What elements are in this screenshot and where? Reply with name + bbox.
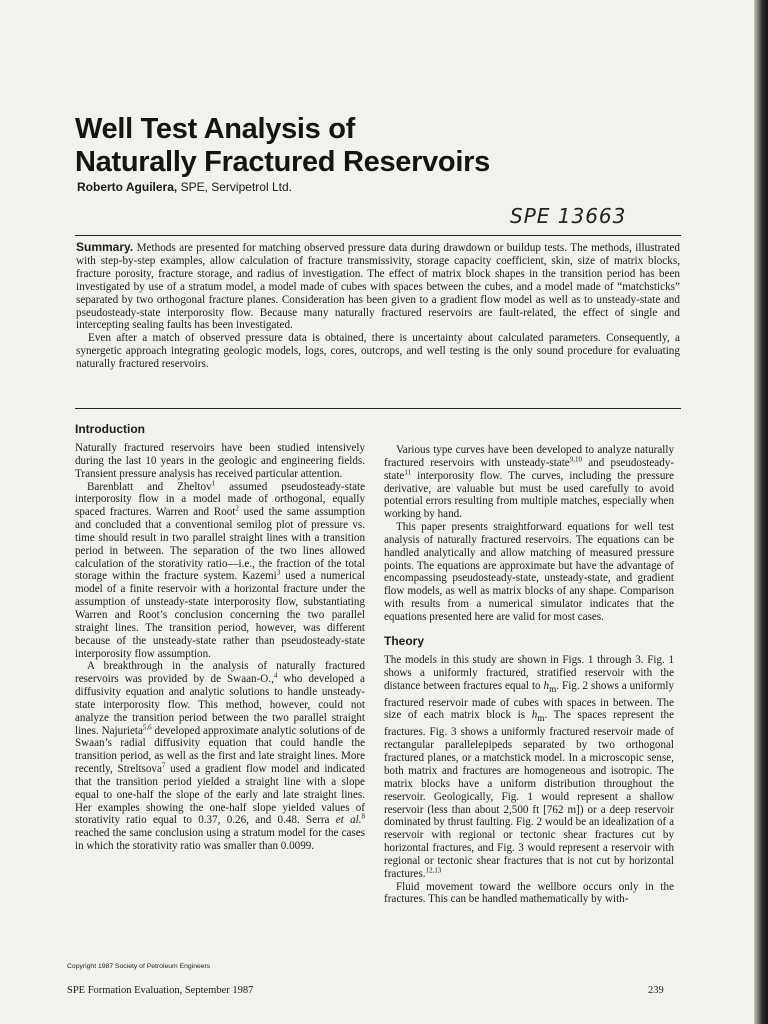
theory-heading: Theory — [384, 633, 425, 648]
summary-label: Summary. — [76, 240, 134, 254]
title-line-1: Well Test Analysis of — [75, 113, 356, 145]
summary-block — [76, 241, 680, 371]
journal-footer: SPE Formation Evaluation, September 1987 — [67, 985, 254, 996]
paper-title — [75, 113, 490, 179]
left-column — [75, 422, 365, 853]
summary-paragraph-2: Even after a match of observed pressure data is obtained, there is uncertainty about calculated parameters. Consequently, a synergetic approach integrating geologic models, logs, cores, outcrops, and well testing is the only sound procedure for evaluating naturally fractured reservoirs. — [76, 332, 680, 371]
top-rule — [75, 235, 681, 236]
theory-paragraph-2: Fluid movement toward the wellbore occurs only in the fractures. This can be handled mathematically by with- — [384, 880, 674, 906]
introduction-heading: Introduction — [75, 422, 145, 436]
summary-paragraph-1 — [76, 241, 680, 332]
right-paragraph-1: Various type curves have been developed to analyze naturally fractured reservoirs with unsteady-state$^{9,10}$ and pseudosteady-state$^{11}$ interporosity flow. The curves, including the pressure derivative, are valuable but must be used carefully to avoid potential errors resulting from multiple matches, especially when working by hand. — [384, 444, 675, 521]
author-affiliation: SPE, Servipetrol Ltd. — [177, 180, 292, 194]
intro-paragraph-1: Naturally fractured reservoirs have been studied intensively during the last 10 years in the geologic and engineering fields. Transient pressure analysis has received particular attention. — [75, 442, 365, 480]
theory-paragraph-1: The models in this study are shown in Figs. 1 through 3. Fig. 1 shows a uniformly fractured, stratified reservoir with the distance between fractures equal to $h_m$. Fig. 2 shows a uniformly fractured reservoir made of cubes with spaces in between. The size of each matrix block is $h_m$. The spaces represent the fractures. Fig. 3 shows a uniformly fractured reservoir made of rectangular parallelepipeds separated by two orthogonal fractured planes, or a matchstick model. In a microscopic sense, both matrix and fractures are homogeneous and isotropic. The matrix blocks have a uniform distribution throughout the reservoir. Geologically, Fig. 1 would represent a shallow reservoir (less than about 2,500 ft [762 m]) or a deep reservoir dominated by thrust faulting. Fig. 2 would be an idealization of a reservoir with regional or tectonic shear fractures cut by horizontal fractures, and Fig. 3 would represent a reservoir with regional or tectonic shear fractures that is not cut by horizontal fractures.$^{12,13}$ — [384, 653, 674, 880]
intro-paragraph-2: Barenblatt and Zheltov$^1$ assumed pseudosteady-state interporosity flow in a model made of orthogonal, equally spaced fractures. Warren and Root$^2$ used the same assumption and concluded that a conventional semilog plot of pressure vs. time should result in two parallel straight lines with a transition period in between. The separation of the two lines allowed calculation of the storativity ratio—i.e., the fraction of the total storage within the fracture system. Kazemi$^3$ used a numerical model of a finite reservoir with a horizontal fracture under the assumption of unsteady-state interporosity flow, substantiating Warren and Root’s conclusion concerning the two parallel straight lines. The transition period, however, was different because of the unsteady-state rather than pseudosteady-state interporosity flow assumption. — [75, 478, 366, 660]
intro-paragraph-3: A breakthrough in the analysis of naturally fractured reservoirs was provided by de Swaan-O.,$^4$ who developed a diffusivity equation and analytic solutions to handle unsteady-state interporosity flow. This method, however, could not analyze the transition period between the two parallel straight lines. Najurieta$^{5,6}$ developed approximate analytic solutions of de Swaan’s radial diffusivity equation that could handle the transition period, as well as the first and late straight lines. More recently, Streltsova$^7$ used a gradient flow model and indicated that the transition period yielded a straight line with a slope equal to one-half the slope of the early and late straight lines. Her examples showing the one-half slope yielded values of storativity ratio equal to 0.37, 0.26, and 0.48. Serra et al.$^8$ reached the same conclusion using a stratum model for the cases in which the storativity ratio was smaller than 0.0099. — [75, 660, 366, 853]
right-column — [384, 444, 674, 906]
title-line-2: Naturally Fractured Reservoirs — [75, 146, 490, 178]
copyright-notice: Copyright 1987 Society of Petroleum Engineers — [67, 963, 211, 970]
author-name: Roberto Aguilera, — [77, 180, 178, 194]
handwritten-paper-number: SPE 13663 — [510, 204, 627, 228]
page-edge-shadow — [754, 0, 768, 1024]
summary-bottom-rule — [75, 408, 681, 409]
summary-text-1: Methods are presented for matching observed pressure data during drawdown or buildup tests. The methods, illustrated with step-by-step examples, allow calculation of fracture transmissivity, storage capacity coefficient, skin, size of matrix blocks, fracture porosity, fracture storage, and radius of investigation. The effect of matrix block shapes in the transition period has been investigated by use of a stratum model, a model made of cubes with spaces between the cubes, and a model made of “matchsticks” separated by two orthogonal fracture planes. Consideration has been given to a gradient flow model as well as to unsteady-state and pseudosteady-state interporosity flow. Because many naturally fractured reservoirs are fault-related, the effect of single and intercepting sealing faults has been investigated. — [76, 242, 680, 332]
page-number: 239 — [648, 985, 664, 996]
author-line — [77, 180, 292, 194]
right-paragraph-2: This paper presents straightforward equations for well test analysis of naturally fractured reservoirs. The equations can be handled analytically and allow matching of measured pressure points. The equations are approximate but have the advantage of encompassing pseudosteady-state, unsteady-state, and gradient flow models, as well as matrix blocks of any shape. Comparison with results from a numerical simulator indicates that the equations presented here are valid for most cases. — [384, 521, 674, 623]
